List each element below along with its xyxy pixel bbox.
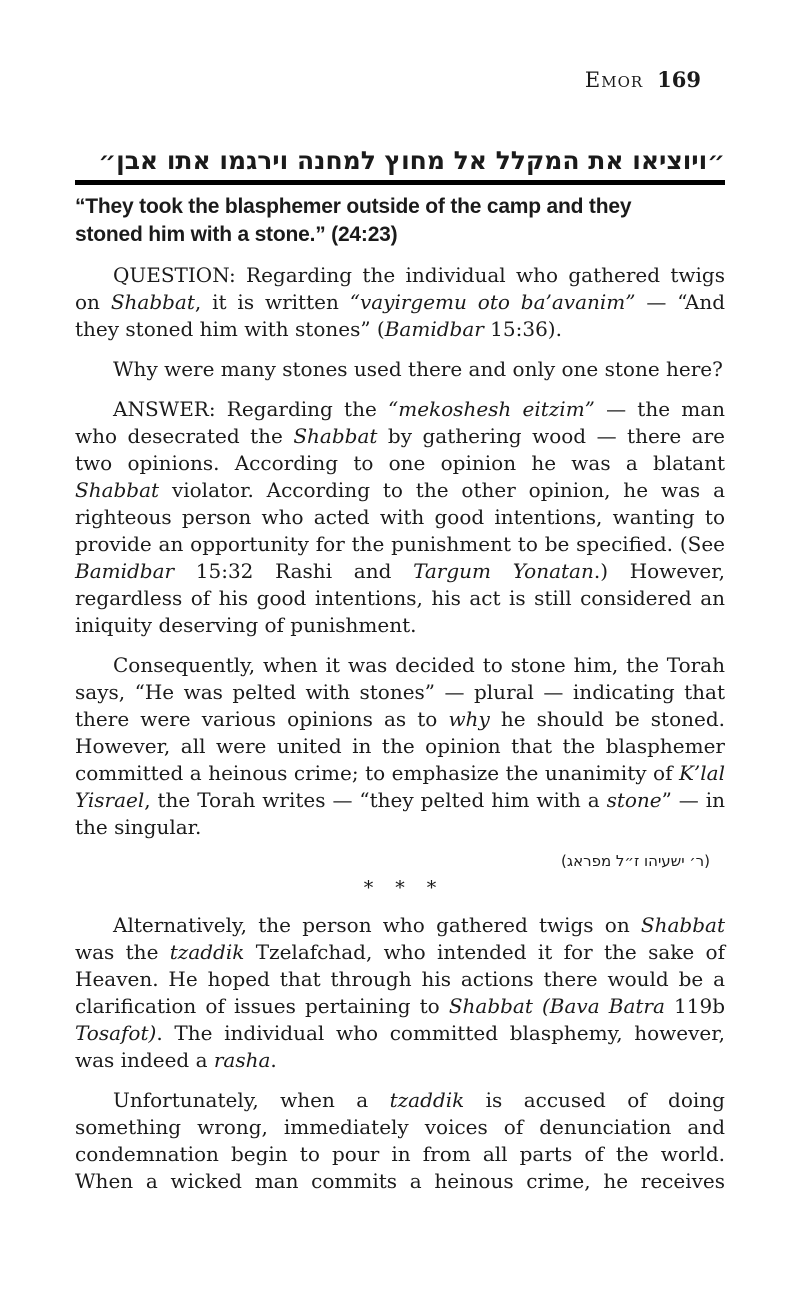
paragraph [75, 396, 725, 639]
italic-term: stone [606, 788, 662, 812]
italic-term: “vayirgemu oto ba’avanim” [349, 290, 636, 314]
text-run: 15:36). [483, 317, 562, 341]
text-run: is accused of doing something wrong, immediately voices of denunciation and condemnation begin to pour in from all parts of the world. When a wicked man commits a heinous crime, he receives [75, 1088, 725, 1193]
italic-term: Targum Yonatan [413, 559, 594, 583]
running-header [75, 68, 725, 92]
paragraph [75, 262, 725, 343]
italic-term: K’lal Yisrael [75, 761, 725, 812]
text-run: . [270, 1048, 277, 1072]
italic-term: Shabbat [640, 913, 725, 937]
paragraph [75, 912, 725, 1074]
italic-term: tzaddik [169, 940, 245, 964]
english-verse-translation [75, 193, 725, 249]
text-run: Consequently, when it was decided to stone him, the Torah says, “He was pelted with stones” — plural — indicating that there were various opinions as to [75, 653, 725, 731]
italic-term: Shabbat [75, 478, 160, 502]
paragraph [75, 652, 725, 841]
translation-line-1: “They took the blasphemer outside of the camp and they [75, 195, 632, 218]
italic-term: Shabbat [293, 424, 378, 448]
italic-term: Tosafot) [75, 1021, 157, 1045]
text-run: — “And they stoned him with stones” ( [75, 290, 726, 341]
commentary-body [75, 262, 725, 1195]
paragraph [75, 1087, 725, 1195]
text-run: , the Torah writes — “they pelted him with a [144, 788, 607, 812]
section-separator-stars: * * * [363, 877, 437, 899]
text-run: by gathering wood — there are two opinions. According to one opinion he was a blatant [75, 424, 726, 475]
text-run: , it is written [194, 290, 350, 314]
text-run: ” — in the singular. [75, 788, 725, 839]
source-attribution-hebrew: (ר׳ ישעיהו ז״ל מפראג) [561, 852, 710, 870]
italic-term: Shabbat [110, 290, 195, 314]
text-run: Alternatively, the person who gathered twigs on [113, 913, 641, 937]
text-run: Why were many stones used there and only one stone here? [113, 357, 723, 381]
text-run: Tzelafchad, who intended it for the sake of Heaven. He hoped that through his actions there would be a clarification of issues pertaining to [75, 940, 725, 1018]
text-run: ANSWER: Regarding the [113, 397, 388, 421]
italic-term: Shabbat (Bava Batra [448, 994, 665, 1018]
parsha-name: Emor [584, 68, 644, 92]
hebrew-verse-headline: ״ויוציאו את המקלל אל מחוץ למחנה וירגמו אתו אבן״ [98, 146, 725, 175]
italic-term: tzaddik [389, 1088, 465, 1112]
text-run: . The individual who committed blasphemy, however, was indeed a [75, 1021, 725, 1072]
text-run: 119b [664, 994, 725, 1018]
italic-term: why [448, 707, 490, 731]
page-number: 169 [657, 67, 701, 92]
book-page [75, 0, 725, 1195]
text-run: he should be stoned. However, all were united in the opinion that the blasphemer committed a heinous crime; to emphasize the unanimity of [75, 707, 725, 785]
text-run: was the [75, 940, 170, 964]
italic-term: rasha [213, 1048, 271, 1072]
text-run: .) However, regardless of his good intentions, his act is still considered an iniquity deserving of punishment. [75, 559, 725, 637]
italic-term: Bamidbar [384, 317, 484, 341]
text-run: QUESTION: Regarding the individual who gathered twigs on [75, 263, 725, 314]
italic-term: Bamidbar [75, 559, 175, 583]
text-run: Unfortunately, when a [113, 1088, 390, 1112]
italic-term: “mekoshesh eitzim” [388, 397, 595, 421]
headline-divider-rule [75, 180, 725, 185]
text-run: 15:32 Rashi and [174, 559, 414, 583]
text-run: — the man who desecrated the [75, 397, 725, 448]
translation-line-2: stoned him with a stone.” (24:23) [75, 223, 398, 246]
text-run: violator. According to the other opinion, he was a righteous person who acted with good intentions, wanting to provide an opportunity for the punishment to be specified. (See [75, 478, 725, 556]
paragraph [75, 356, 725, 383]
